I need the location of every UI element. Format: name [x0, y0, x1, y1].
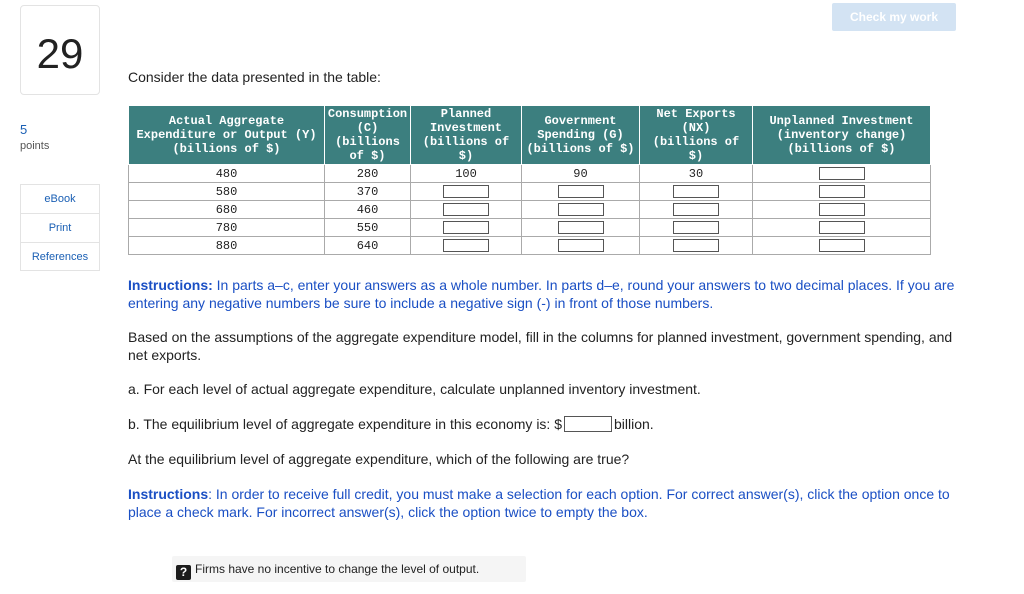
question-number: 29	[36, 30, 84, 77]
cell-nx: 30	[640, 165, 753, 183]
references-link[interactable]: References	[20, 242, 100, 271]
header-government-spending: Government Spending (G) (billions of $)	[522, 106, 640, 165]
table-row	[129, 165, 931, 183]
cell-y: 480	[129, 165, 325, 183]
cell-c: 280	[325, 165, 411, 183]
planned-investment-input-580[interactable]	[443, 185, 489, 198]
cell-g	[522, 201, 640, 219]
cell-g	[522, 237, 640, 255]
cell-unplanned	[753, 237, 931, 255]
header-actual-expenditure: Actual Aggregate Expenditure or Output (Y) (billions of $)	[129, 106, 325, 165]
net-exports-input-580[interactable]	[673, 185, 719, 198]
print-link[interactable]: Print	[20, 213, 100, 242]
government-spending-input-680[interactable]	[558, 203, 604, 216]
cell-g	[522, 183, 640, 201]
side-links	[20, 184, 100, 271]
cell-nx	[640, 237, 753, 255]
planned-investment-input-680[interactable]	[443, 203, 489, 216]
cell-nx	[640, 219, 753, 237]
cell-nx	[640, 183, 753, 201]
cell-g: 90	[522, 165, 640, 183]
net-exports-input-680[interactable]	[673, 203, 719, 216]
question-lead: Consider the data presented in the table:	[128, 69, 381, 85]
question-mark-icon: ?	[176, 565, 191, 580]
table-row	[129, 201, 931, 219]
table-row	[129, 237, 931, 255]
unplanned-input-480[interactable]	[819, 167, 865, 180]
check-my-work-button[interactable]: Check my work	[832, 3, 956, 31]
ebook-link[interactable]: eBook	[20, 184, 100, 213]
government-spending-input-580[interactable]	[558, 185, 604, 198]
equilibrium-question: At the equilibrium level of aggregate expenditure, which of the following are true?	[128, 451, 630, 467]
cell-i	[411, 219, 522, 237]
header-planned-investment: Planned Investment (billions of $)	[411, 106, 522, 165]
cell-y: 880	[129, 237, 325, 255]
unplanned-input-580[interactable]	[819, 185, 865, 198]
cell-i: 100	[411, 165, 522, 183]
table-row	[129, 219, 931, 237]
part-a-text: a. For each level of actual aggregate expenditure, calculate unplanned inventory investment.	[128, 381, 701, 397]
cell-c: 370	[325, 183, 411, 201]
data-table	[128, 105, 931, 255]
table-header-row	[129, 106, 931, 165]
unplanned-input-780[interactable]	[819, 221, 865, 234]
cell-unplanned	[753, 201, 931, 219]
option-no-incentive[interactable]	[172, 556, 526, 582]
cell-unplanned	[753, 183, 931, 201]
cell-unplanned	[753, 219, 931, 237]
instructions-selection: Instructions: In order to receive full credit, you must make a selection for each option. For correct answer(s), click the option once to place a check mark. For incorrect answer(s), click the option twice to empty the box.	[128, 486, 950, 520]
unplanned-input-680[interactable]	[819, 203, 865, 216]
cell-i	[411, 237, 522, 255]
planned-investment-input-780[interactable]	[443, 221, 489, 234]
planned-investment-input-880[interactable]	[443, 239, 489, 252]
part-b-row: b. The equilibrium level of aggregate expenditure in this economy is: $ billion.	[128, 416, 654, 432]
header-unplanned-investment: Unplanned Investment (inventory change) (billions of $)	[753, 106, 931, 165]
unplanned-input-880[interactable]	[819, 239, 865, 252]
cell-unplanned	[753, 165, 931, 183]
cell-y: 780	[129, 219, 325, 237]
question-number-box	[20, 5, 100, 95]
net-exports-input-880[interactable]	[673, 239, 719, 252]
points-value: 5	[20, 122, 28, 137]
instructions-decimal: Instructions: In parts a–c, enter your answers as a whole number. In parts d–e, round your answers to two decimal places. If you are entering any negative numbers be sure to include a negative sign (-) in front of those numbers.	[128, 277, 955, 311]
equilibrium-input[interactable]	[564, 416, 612, 432]
government-spending-input-880[interactable]	[558, 239, 604, 252]
cell-c: 550	[325, 219, 411, 237]
header-consumption: Consumption (C) (billions of $)	[325, 106, 411, 165]
cell-g	[522, 219, 640, 237]
cell-c: 640	[325, 237, 411, 255]
cell-y: 680	[129, 201, 325, 219]
header-net-exports: Net Exports (NX) (billions of $)	[640, 106, 753, 165]
cell-i	[411, 201, 522, 219]
paragraph-fill-columns: Based on the assumptions of the aggregate expenditure model, fill in the columns for planned investment, government spending, and net exports.	[128, 329, 953, 363]
cell-i	[411, 183, 522, 201]
cell-nx	[640, 201, 753, 219]
points-label: points	[20, 140, 50, 152]
option-text: Firms have no incentive to change the level of output.	[195, 562, 480, 576]
cell-c: 460	[325, 201, 411, 219]
cell-y: 580	[129, 183, 325, 201]
table-row	[129, 183, 931, 201]
net-exports-input-780[interactable]	[673, 221, 719, 234]
government-spending-input-780[interactable]	[558, 221, 604, 234]
